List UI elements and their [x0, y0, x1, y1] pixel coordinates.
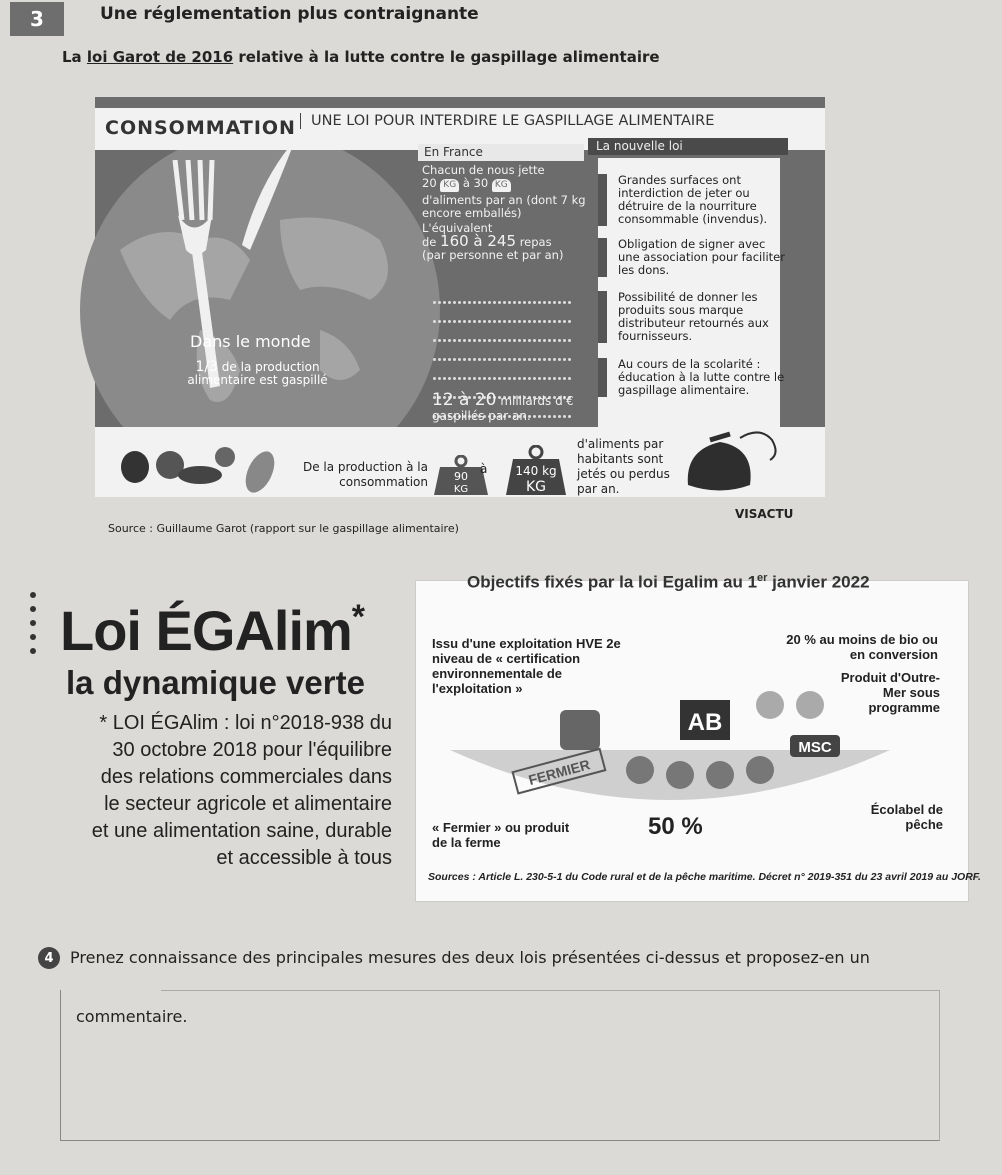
weight-140-icon	[505, 445, 567, 495]
weight1-unit: KG	[453, 484, 469, 495]
consommation-label: CONSOMMATION	[105, 117, 296, 139]
loi-egalim-description: * LOI ÉGAlim : loi n°2018-938 du 30 octobre 2018 pour l'équilibre des relations commerciales dans le secteur agricole et alimentaire et une alimentation saine, durable et accessible à tous	[91, 712, 392, 869]
source-note: Source : Guillaume Garot (rapport sur le gaspillage alimentaire)	[108, 522, 459, 535]
question-line1: Prenez connaissance des principales mesures des deux lois présentées ci-dessus et proposez-en un	[70, 948, 870, 967]
repas-note: (par personne et par an)	[422, 248, 564, 262]
weight2-unit: KG	[525, 479, 547, 495]
food-bowl-logos	[440, 690, 900, 810]
logo-red-label	[560, 710, 600, 750]
law-rule: Au cours de la scolarité : éducation à la lutte contre le gaspillage alimentaire.	[618, 358, 788, 397]
egalim-objectives-title	[467, 572, 870, 593]
euro-dots-grid	[432, 290, 572, 385]
milliards-number: 12 à 20	[432, 390, 497, 410]
outre-mer-label: Produit d'Outre-Mer sous programme	[840, 670, 940, 715]
kg-weight-icon: KG	[440, 179, 459, 192]
subtitle-before: La	[62, 48, 87, 66]
law-subtitle	[62, 48, 660, 66]
law-banner: UNE LOI POUR INTERDIRE LE GASPILLAGE ALIMENTAIRE	[300, 113, 771, 129]
law-rule: Possibilité de donner les produits sous marque distributeur retournés aux fournisseurs.	[618, 291, 788, 343]
kg-range-a: 20	[422, 176, 437, 190]
kg-range-mid: à 30	[462, 176, 489, 190]
gaspilles-text: gaspillés par an.	[432, 409, 531, 423]
logo-ab: AB	[687, 709, 723, 736]
repas-number: 160 à 245	[440, 232, 517, 250]
subtitle-after: relative à la lutte contre le gaspillage alimentaire	[233, 48, 660, 66]
milliards-text: milliards d'€	[500, 394, 574, 408]
world-stat	[185, 361, 330, 387]
obj-title-main: Objectifs fixés par la loi Egalim au 1	[467, 572, 758, 592]
fermier-label: « Fermier » ou produit de la ferme	[432, 820, 570, 850]
world-stat-text: de la production alimentaire est gaspillé	[187, 360, 328, 387]
milliards-stat	[432, 390, 574, 424]
france-stats	[422, 164, 597, 262]
obj-title-sup: er	[757, 572, 768, 584]
equivalent-text: L'équivalent	[422, 221, 493, 235]
repas-pre: de	[422, 235, 437, 249]
logo-fermier: FERMIER	[526, 756, 592, 788]
a-text: à	[480, 462, 488, 476]
loi-egalim-title	[60, 598, 364, 663]
france-label: En France	[418, 144, 584, 161]
law-rule: Grandes surfaces ont interdiction de jeter ou détruire de la nourriture consommable (invendus).	[618, 174, 788, 226]
new-law-header: La nouvelle loi	[588, 138, 788, 155]
section-title: Une réglementation plus contraignante	[100, 4, 479, 24]
repas-post: repas	[519, 235, 552, 249]
weight2-num: 140 kg	[515, 464, 557, 478]
logo-msc: MSC	[798, 739, 832, 756]
bio-label: 20 % au moins de bio ou en conversion	[786, 632, 938, 662]
repas-line	[422, 232, 597, 250]
production-text: De la production à la consommation	[302, 460, 428, 489]
answer-box[interactable]	[60, 990, 940, 1141]
trash-bag-icon	[680, 430, 790, 495]
fork-icon	[170, 160, 230, 390]
kg-weight-icon-2: KG	[492, 179, 511, 192]
habitants-text: d'aliments par habitants sont jetés ou perdus par an.	[577, 437, 670, 496]
new-law-panel	[598, 158, 785, 433]
dynamique-verte: la dynamique verte	[66, 664, 365, 701]
world-fraction: 1/3	[195, 359, 218, 375]
world-label: Dans le monde	[190, 332, 311, 351]
ecolabel-label: Écolabel de pêche	[870, 802, 943, 832]
subtitle-underlined: loi Garot de 2016	[86, 48, 234, 66]
hve-label: Issu d'une exploitation HVE 2e niveau de « certification environnementale de l'exploitation »	[432, 636, 621, 696]
question-number: 4	[38, 947, 60, 969]
law-rule: Obligation de signer avec une association pour faciliter les dons.	[618, 238, 788, 277]
weight1-num: 90	[454, 470, 468, 483]
chacun-text: Chacun de nous jette	[422, 163, 545, 177]
egalim-sources: Sources : Article L. 230-5-1 du Code rural et de la pêche maritime. Décret n° 2019-351 du 23 avril 2019 au JORF.	[428, 871, 981, 883]
knife-icon	[240, 140, 300, 260]
question-line2: commentaire.	[76, 1007, 188, 1026]
food-items-icon	[95, 427, 295, 497]
decorative-dots	[26, 592, 36, 662]
obj-title-end: janvier 2022	[767, 572, 870, 592]
aliments-text: d'aliments par an (dont 7 kg encore emballés)	[422, 193, 586, 220]
visactu-logo: VISACTU	[735, 507, 794, 521]
asterisk: *	[351, 598, 365, 636]
fifty-percent: 50 %	[648, 813, 703, 840]
kg-range	[422, 177, 597, 192]
section-number: 3	[10, 2, 64, 36]
loi-egalim-name: Loi ÉGAlim	[60, 599, 352, 662]
